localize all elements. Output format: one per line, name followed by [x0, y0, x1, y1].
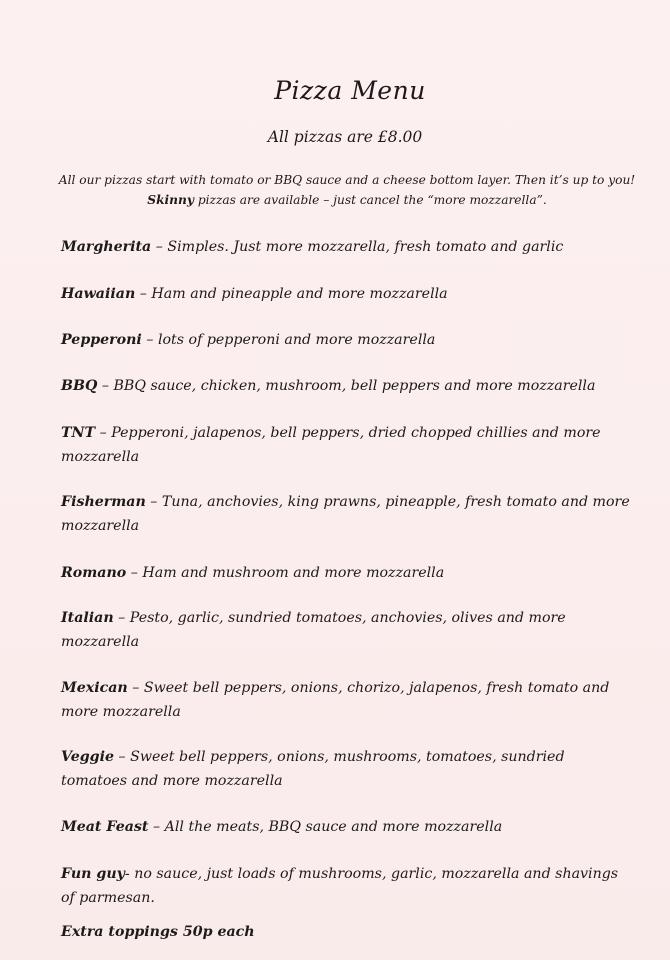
intro-text-start: All our pizzas start with tomato or BBQ sauce and a cheese bottom layer. Then it’s up to you!	[58, 173, 636, 187]
price-note: All pizzas are £8.00	[267, 128, 423, 146]
item-name: BBQ	[61, 378, 98, 394]
item-description: Sweet bell peppers, onions, mushrooms, tomatoes, sundried tomatoes and more mozzarella	[61, 749, 565, 789]
item-separator: –	[127, 680, 144, 696]
item-description: All the meats, BBQ sauce and more mozzarella	[164, 819, 503, 835]
item-name: Pepperoni	[61, 332, 142, 348]
item-separator: –	[114, 749, 131, 765]
item-name: Fisherman	[61, 494, 146, 510]
item-description: BBQ sauce, chicken, mushroom, bell peppers and more mozzarella	[113, 378, 596, 394]
menu-item-fisherman	[61, 490, 631, 538]
menu-item-pepperoni	[61, 328, 631, 352]
menu-item-tnt	[61, 421, 631, 469]
intro-paragraph	[52, 170, 642, 210]
extra-toppings-note: Extra toppings 50p each	[61, 924, 255, 940]
item-description: Ham and pineapple and more mozzarella	[151, 286, 448, 302]
menu-item-italian	[61, 606, 631, 654]
item-separator: –	[148, 819, 165, 835]
menu-item-hawaiian	[61, 282, 631, 306]
item-description: Pesto, garlic, sundried tomatoes, anchovies, olives and more mozzarella	[61, 610, 566, 650]
item-name: Veggie	[61, 749, 114, 765]
item-separator: –	[135, 286, 152, 302]
item-separator: –	[126, 565, 143, 581]
item-description: Ham and mushroom and more mozzarella	[142, 565, 445, 581]
item-description: Tuna, anchovies, king prawns, pineapple, fresh tomato and more mozzarella	[61, 494, 630, 534]
menu-item-mexican	[61, 676, 631, 724]
menu-title: Pizza Menu	[274, 76, 426, 105]
item-name: TNT	[61, 425, 96, 441]
item-separator: –	[151, 239, 168, 255]
menu-item-romano	[61, 561, 631, 585]
item-name: Meat Feast	[61, 819, 149, 835]
item-name: Italian	[61, 610, 114, 626]
item-separator: -	[124, 866, 135, 882]
item-separator: –	[145, 494, 162, 510]
menu-item-veggie	[61, 745, 631, 793]
menu-item-fun-guy	[61, 862, 631, 910]
item-separator: –	[97, 378, 114, 394]
item-description: Simples. Just more mozzarella, fresh tomato and garlic	[167, 239, 564, 255]
item-name: Fun guy	[61, 866, 125, 882]
item-description: Sweet bell peppers, onions, chorizo, jalapenos, fresh tomato and more mozzarella	[61, 680, 610, 720]
item-description: Pepperoni, jalapenos, bell peppers, dried chopped chillies and more mozzarella	[61, 425, 601, 465]
item-name: Hawaiian	[61, 286, 136, 302]
item-name: Romano	[61, 565, 127, 581]
item-separator: –	[95, 425, 112, 441]
intro-skinny: Skinny	[147, 193, 194, 207]
item-separator: –	[141, 332, 158, 348]
menu-item-bbq	[61, 374, 631, 398]
item-description: no sauce, just loads of mushrooms, garlic, mozzarella and shavings of parmesan.	[61, 866, 619, 906]
item-separator: –	[113, 610, 130, 626]
intro-text-end: pizzas are available – just cancel the “more mozzarella”.	[193, 193, 547, 207]
item-description: lots of pepperoni and more mozzarella	[157, 332, 436, 348]
item-name: Margherita	[61, 239, 152, 255]
menu-item-meat-feast	[61, 815, 631, 839]
menu-item-margherita	[61, 235, 631, 259]
item-name: Mexican	[61, 680, 128, 696]
